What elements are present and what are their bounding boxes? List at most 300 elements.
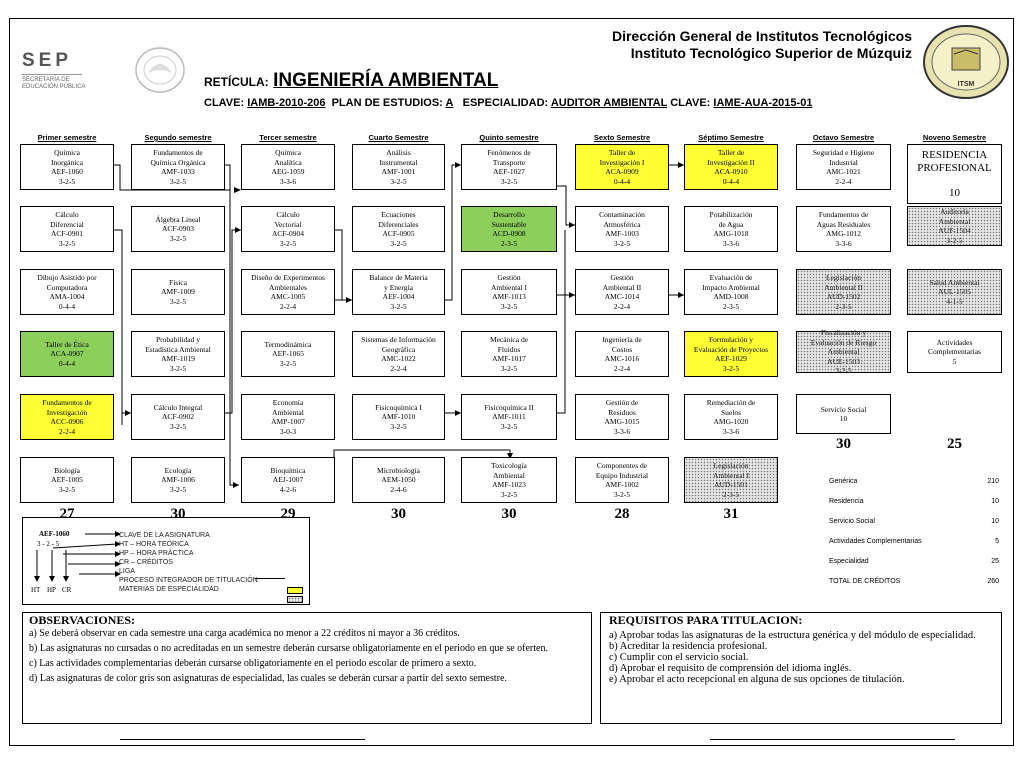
subject-code: AUF-1504 [938, 226, 971, 235]
subject-code: ACF-0902 [161, 412, 195, 422]
subject-name: Análisis [386, 148, 411, 157]
subject-name: Desarrollo [493, 210, 525, 219]
requisito-c: c) Cumplir con el servicio social. [609, 652, 749, 663]
subject-card [575, 144, 669, 190]
subject-code: ACD-0908 [492, 229, 526, 238]
subject-card [241, 144, 335, 190]
subject-code: ACC-0906 [50, 417, 84, 426]
subject-card [352, 206, 445, 252]
subject-card [241, 331, 335, 377]
subject-code: AUE-1503 [827, 356, 860, 366]
subject-code: 5 [952, 356, 957, 366]
subject-credits: 3-3-6 [613, 426, 631, 436]
legend-item-ht: HT – HORA TEÓRICA [119, 541, 189, 548]
signature-line-left [120, 739, 365, 740]
semester-credit-total: 29 [280, 506, 296, 522]
clave-label: CLAVE: [204, 97, 245, 109]
legend-liga-line [255, 578, 285, 579]
subject-name: Taller de [608, 148, 636, 157]
reticula-label: RETÍCULA: [204, 75, 269, 89]
subject-name: Investigación II [707, 157, 755, 167]
subject-credits: 0-4-4 [722, 176, 740, 186]
subject-code: AUL-1505 [938, 287, 971, 297]
subject-credits: 0-4-4 [58, 301, 76, 311]
subject-code: AMC-1014 [604, 292, 640, 301]
subject-name: Bioquímica [270, 465, 306, 475]
subject-name: Dibujo Asistido por [37, 273, 97, 282]
semester-header: Cuarto Semestre [368, 133, 429, 142]
summary-label: Actividades Complementarias [829, 538, 922, 545]
subject-credits: 2-3-5 [722, 489, 740, 499]
subject-name: Costos [611, 344, 633, 354]
subject-card [907, 144, 1002, 204]
subject-name: Complementarias [928, 347, 981, 357]
subject-name: Taller de Ética [45, 339, 89, 349]
subject-credits: 2-2-4 [279, 301, 297, 311]
legend-item-proceso: PROCESO INTEGRADOR DE TITULACIÓN [119, 577, 258, 584]
summary-value: 260 [987, 578, 999, 585]
subject-name: Gestión [610, 273, 634, 282]
link-calculo-integral [224, 230, 241, 413]
subject-card [461, 331, 557, 377]
signature-line-right [710, 739, 955, 740]
subject-name: Fundamentos de [42, 398, 92, 407]
subject-card [241, 269, 335, 315]
summary-value: 5 [995, 538, 999, 545]
sep-logo-text: SEP [22, 50, 73, 71]
subject-code: AMD-1008 [713, 292, 749, 301]
subject-name: Impacto Ambiental [702, 282, 760, 292]
subject-code: ACA-0910 [714, 167, 748, 176]
subject-card [461, 206, 557, 252]
requisito-e: e) Aprobar el acto recepcional en alguna de sus opciones de titulación. [609, 674, 905, 685]
seal-text: ITSM [957, 81, 975, 88]
subject-credits: 3-2-5 [169, 296, 187, 306]
subject-credits: 3-2-5 [500, 363, 518, 373]
subject-code: AMF-1006 [161, 475, 195, 485]
subject-name: Probabilidad y [156, 335, 200, 344]
subject-name: Diseño de Experimentos [251, 273, 325, 282]
subject-code: AMF-1010 [381, 412, 416, 422]
subject-name: Ambiental [938, 216, 971, 226]
subject-code: AUD-1501 [714, 480, 748, 489]
summary-label: TOTAL DE CRÉDITOS [829, 578, 901, 585]
subject-name: Fisicoquímica I [375, 402, 422, 412]
subject-name: Sistemas de Información [361, 335, 436, 344]
subject-credits: 2-4-6 [390, 484, 407, 494]
semester-header: Noveno Semestre [922, 133, 987, 142]
subject-credits: 3-2-5 [500, 301, 518, 311]
subject-card [684, 331, 778, 377]
subject-name: Toxicología [491, 461, 527, 470]
subject-name: Economía [272, 398, 304, 407]
subject-credits: 3-2-5 [390, 421, 407, 431]
subject-card [352, 269, 445, 315]
subject-name: Instrumental [379, 157, 418, 167]
subject-name: Ambientales [269, 282, 307, 292]
subject-credits: 3-2-5 [613, 489, 631, 499]
subject-card [241, 394, 335, 440]
summary-row [829, 538, 999, 545]
subject-name: Ingeniería de [602, 335, 642, 344]
summary-row [829, 578, 999, 585]
subject-code: AMF-1033 [161, 167, 195, 176]
subject-credits: 3-2-5 [613, 238, 631, 248]
subject-name: Transporte [492, 157, 526, 167]
semester-credit-total: 28 [614, 506, 630, 522]
subject-card [352, 457, 445, 503]
subject-name: Taller de [717, 148, 745, 157]
subject-name: Fundamentos de [153, 148, 203, 157]
subject-code: ACA-0909 [605, 167, 639, 176]
legend-hp: HP [47, 586, 56, 594]
subject-card [20, 144, 114, 190]
subject-name: Gestión de [605, 398, 639, 407]
subject-name: Inorgánica [51, 157, 83, 167]
subject-credits: 2-2-4 [58, 426, 76, 436]
subject-code: AMG-1020 [713, 417, 749, 426]
subject-name: Computadora [46, 282, 88, 292]
subject-name: Cálculo Integral [153, 402, 203, 412]
subject-credits: 3-2-5 [500, 489, 518, 499]
summary-label: Servicio Social [829, 518, 875, 525]
subject-card [241, 457, 335, 503]
subject-code: AMF-1011 [492, 412, 526, 422]
subject-card [461, 394, 557, 440]
subject-code: ACA-0907 [50, 349, 84, 359]
semester-header: Sexto Semestre [593, 133, 651, 142]
subject-credits: 4-1-5 [946, 296, 963, 306]
subject-credits: 3-2-5 [169, 484, 187, 494]
subject-card [241, 206, 335, 252]
semester-credit-total: 25 [947, 436, 962, 452]
subject-name: Ambiental I [490, 282, 528, 292]
subject-code: AMF-1001 [381, 167, 416, 176]
requisito-b: b) Acreditar la residencia profesional. [609, 641, 768, 652]
subject-name: Ecuaciones [381, 210, 416, 219]
especialidad-label: ESPECIALIDAD: [462, 97, 549, 109]
semester-credit-total: 30 [501, 506, 517, 522]
summary-label: Residencia [829, 498, 864, 505]
subject-code: 10 [839, 414, 848, 423]
subject-credits: 2-3-5 [722, 301, 740, 311]
subject-card [352, 144, 445, 190]
institution-line-2: Instituto Tecnológico Superior de Múzquiz [630, 45, 912, 61]
subject-card [131, 331, 225, 377]
subject-code: AMF-1013 [492, 292, 526, 301]
subject-name: Geográfica [381, 344, 416, 354]
semester-credit-total: 30 [391, 506, 406, 522]
subject-name: Suelos [720, 407, 741, 417]
subject-name: Balance de Materia [369, 273, 428, 282]
sep-logo-sub1: SECRETARÍA DE [22, 77, 70, 83]
subject-card [131, 394, 225, 440]
clave-value: IAMB-2010-206 [247, 97, 326, 109]
subject-code: AEF-1065 [272, 349, 304, 359]
subject-credits: 2-2-4 [390, 363, 407, 373]
link-calculo-vectorial [334, 230, 352, 300]
summary-label: Genérica [829, 478, 858, 485]
subject-name: Potabilización [709, 210, 753, 219]
subject-card [575, 269, 669, 315]
subject-name: Ambiental [493, 470, 525, 480]
subject-credits: 3-2-5 [390, 238, 407, 248]
subject-name: Sustentable [491, 219, 527, 229]
observacion-a: a) Se deberá observar en cada semestre una carga académica no menor a 22 créditos ni mayor a 36 créditos. [29, 628, 460, 639]
subject-card [796, 328, 891, 376]
subject-code: AMC-1016 [604, 354, 640, 363]
subject-name: Estadística Ambiental [145, 344, 211, 354]
subject-card [352, 331, 445, 377]
requisitos-box [600, 612, 1002, 724]
subject-name: Residuos [608, 407, 636, 417]
subject-credits: 3-3-6 [835, 238, 852, 248]
subject-name: Ambiental I [712, 470, 750, 480]
subject-credits: 3-2-5 [279, 358, 297, 368]
semester-header: Quinto semestre [479, 133, 539, 142]
subject-code: AEF-1029 [715, 354, 747, 363]
subject-card [20, 331, 114, 377]
subject-card [796, 269, 891, 315]
subject-code: AMA-1004 [49, 292, 85, 301]
subject-credits: 3-2-5 [390, 301, 407, 311]
subject-card [575, 206, 669, 252]
subject-card [907, 269, 1002, 315]
subject-code: AEF-1027 [493, 167, 525, 176]
subject-name: Cálculo [55, 210, 79, 219]
subject-credits: 3-2-5 [500, 176, 518, 186]
subject-card [684, 457, 778, 503]
sep-logo-sub2: EDUCACIÓN PÚBLICA [22, 84, 86, 90]
subject-card [575, 331, 669, 377]
subject-card [461, 144, 557, 190]
semester-credit-total: 30 [170, 506, 186, 522]
legend-yellow-swatch [287, 587, 303, 594]
subject-card [796, 144, 891, 190]
subject-code: ACF-0905 [382, 229, 415, 238]
legend-box [22, 517, 310, 605]
summary-row [829, 478, 999, 485]
subject-name: Formulación y [709, 335, 753, 344]
subject-name: Vectorial [274, 219, 302, 229]
subject-credits: 3-2-5 [169, 363, 187, 373]
subject-name: Diferencial [50, 219, 84, 229]
subject-name: Remediación de [706, 398, 756, 407]
legend-cr: CR [62, 586, 72, 594]
observacion-d: d) Las asignaturas de color gris son asignaturas de especialidad, las cuales se deberán cursar a partir del sexto semestre. [29, 673, 507, 684]
semester-header: Séptimo Semestre [698, 133, 764, 142]
subject-name: Ambiental II [824, 282, 863, 292]
subject-name: Servicio Social [820, 404, 867, 414]
subject-name: PROFESIONAL [917, 162, 992, 175]
subject-name: Aguas Residuales [816, 219, 871, 229]
subject-card [575, 457, 669, 503]
subject-code: AEF-1060 [51, 167, 83, 176]
subject-card [907, 331, 1002, 373]
subject-name: Fundamentos de [818, 210, 869, 219]
subject-card [20, 206, 114, 252]
subject-name: Ambiental II [602, 282, 642, 292]
legend-item-hp: HP – HORA PRÁCTICA [119, 550, 194, 557]
observacion-b: b) Las asignaturas no cursadas o no acreditadas en un semestre deberán cursarse obligatoriamente en el periodo en que se oferten. [29, 643, 548, 654]
subject-code: AMP-1007 [271, 417, 305, 426]
subject-name: Ambiental [272, 407, 304, 417]
subject-credits: 3-2-5 [58, 484, 76, 494]
subject-card [131, 144, 225, 190]
subject-name: Microbiología [377, 465, 420, 475]
subject-card [461, 269, 557, 315]
subject-code: AMF-1023 [492, 480, 526, 489]
subject-name: Seguridad e Higiene [812, 148, 875, 157]
summary-value: 25 [991, 558, 999, 565]
semester-header: Octavo Semestre [812, 133, 875, 142]
legend-sample-code: AEF-1060 [39, 530, 70, 538]
subject-code: AEG-1059 [271, 167, 305, 176]
legend-item-clave: CLAVE DE LA ASIGNATURA [119, 532, 210, 539]
subject-name: Gestión [497, 273, 521, 282]
subject-card [684, 394, 778, 440]
subject-code: AUD-1502 [826, 292, 861, 301]
semester-credit-total: 31 [723, 506, 739, 522]
link-calculo-diferencial [113, 230, 122, 425]
subject-name: Investigación [46, 407, 88, 417]
subject-credits: 3-2-5 [169, 176, 187, 186]
subject-name: Industrial [829, 157, 858, 167]
summary-row [829, 518, 999, 525]
subject-card [20, 394, 114, 440]
observacion-c: c) Las actividades complementarias deberán cursarse obligatoriamente en el periodo escolar de primero a sexto. [29, 658, 477, 669]
subject-name: Investigación I [599, 157, 645, 167]
subject-credits: 3-0-3 [279, 426, 297, 436]
subject-code: AMG-1018 [713, 229, 749, 238]
semester-credit-total: 30 [836, 436, 851, 452]
requisitos-title: REQUISITOS PARA TITULACION: [609, 613, 803, 627]
subject-credits: 3-2-5 [835, 366, 852, 376]
especialidad-clave-label: CLAVE: [670, 97, 711, 109]
subject-code: AEF-1005 [51, 475, 83, 485]
subject-card [131, 457, 225, 503]
subject-credits: 3-2-5 [169, 421, 187, 431]
subject-name: Evaluación de Proyectos [693, 344, 769, 354]
semester-credit-total: 27 [59, 506, 75, 522]
subject-code: ACF-0901 [50, 229, 84, 238]
subject-card [131, 269, 225, 315]
subject-card [684, 206, 778, 252]
legend-text-list [119, 531, 258, 594]
subject-credits: 3-3-6 [279, 176, 297, 186]
subject-credits: 2-2-4 [835, 176, 852, 186]
credit-summary [829, 478, 999, 598]
subject-name: Fluidos [497, 344, 521, 354]
summary-value: 210 [987, 478, 999, 485]
subject-card [796, 206, 891, 252]
summary-row [829, 558, 999, 565]
subject-name: Equipo Industrial [595, 470, 649, 480]
subject-card [575, 394, 669, 440]
subject-credits: 0-4-4 [613, 176, 631, 186]
subject-credits: 3-3-6 [722, 238, 740, 248]
subject-name: Química [275, 148, 301, 157]
subject-name: Componentes de [596, 461, 648, 470]
observaciones-box [22, 612, 592, 724]
subject-card [907, 206, 1002, 246]
subject-credits: 0-4-4 [58, 358, 76, 368]
subject-credits: 3-2-5 [58, 238, 76, 248]
subject-name: Mecánica de [489, 335, 529, 344]
link-fenomenos [556, 186, 575, 225]
subject-code: AMF-1002 [605, 480, 639, 489]
subject-credits: 2-3-5 [500, 238, 518, 248]
subject-card [20, 269, 114, 315]
subject-code: AMC-1005 [270, 292, 306, 301]
subject-name: Química [54, 148, 80, 157]
subject-name: Diferenciales [378, 219, 419, 229]
institution-line-1: Dirección General de Institutos Tecnológicos [611, 28, 912, 44]
subject-code: ACF-0904 [271, 229, 305, 238]
subject-name: Física [169, 277, 187, 287]
subject-credits: 2-2-4 [613, 363, 631, 373]
especialidad-value: AUDITOR AMBIENTAL [550, 97, 668, 109]
subject-code: AMF-1003 [605, 229, 639, 238]
requisito-a: a) Aprobar todas las asignaturas de la estructura genérica y del módulo de especialidad. [609, 630, 976, 641]
subject-name: RESIDENCIA [921, 149, 988, 162]
subject-card [684, 269, 778, 315]
subject-card [20, 457, 114, 503]
subject-credits: 4-2-6 [279, 484, 297, 494]
subject-code: AMF-1017 [492, 354, 526, 363]
subject-name: Evaluación de [709, 273, 753, 282]
subject-card [461, 457, 557, 503]
subject-name: Atmosférica [603, 219, 641, 229]
subject-name: Cálculo [276, 210, 300, 219]
subject-name: Termodinámica [264, 339, 312, 349]
subject-code: AEJ-1007 [272, 475, 304, 485]
subject-name: Ambiental [827, 347, 860, 357]
plan-value: A [445, 97, 454, 109]
subject-card [684, 144, 778, 190]
subject-card [796, 394, 891, 434]
observaciones-title: OBSERVACIONES: [29, 613, 136, 627]
subject-name: Contaminación [599, 210, 645, 219]
subject-name: Salud Ambiental [929, 277, 980, 287]
subject-name: Fenómenos de [487, 148, 531, 157]
subject-code: AMG-1012 [826, 229, 861, 238]
subject-code: AMC-1021 [826, 167, 861, 176]
subject-card [131, 206, 225, 252]
summary-value: 10 [991, 518, 999, 525]
legend-item-cr: CR – CRÉDITOS [119, 559, 173, 566]
subject-name: Química Orgánica [150, 157, 206, 167]
legend-ht: HT [31, 586, 41, 594]
subject-code: ACF-0903 [161, 224, 195, 234]
subject-name: Legislación [826, 273, 861, 282]
subject-code: AMC-1022 [381, 354, 416, 363]
requisito-d: d) Aprobar el requisito de comprensión del idioma inglés. [609, 663, 852, 674]
subject-code: AEF-1004 [382, 292, 415, 301]
subject-name: Álgebra Lineal [155, 214, 201, 224]
subject-code: AMF-1009 [161, 287, 195, 297]
link-balance [444, 165, 461, 300]
subject-credits: 3-2-5 [279, 238, 297, 248]
subject-name: Ecología [164, 465, 192, 475]
subject-credits: 3-2-5 [500, 421, 518, 431]
subject-name: Actividades [936, 337, 973, 347]
reticula-title: INGENIERÍA AMBIENTAL [273, 70, 499, 91]
summary-label: Especialidad [829, 558, 869, 565]
subject-name: y Energía [384, 282, 413, 292]
semester-header: Tercer semestre [259, 133, 317, 142]
subject-credits: 3-3-6 [722, 426, 740, 436]
